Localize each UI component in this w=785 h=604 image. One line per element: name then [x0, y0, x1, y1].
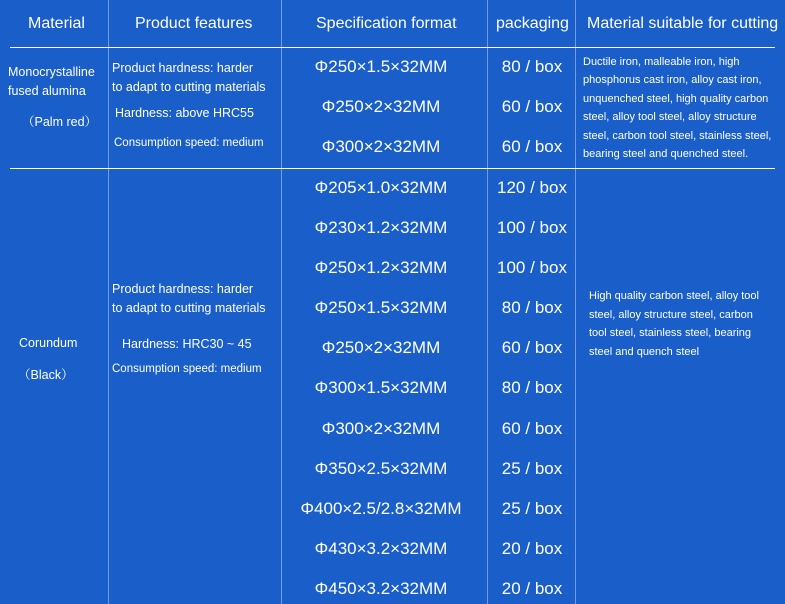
- header-product-features: Product features: [135, 15, 253, 32]
- text-line: steel, alloy tool steel, alloy structure: [583, 111, 757, 124]
- group-separator: [10, 168, 775, 169]
- packaging-value: 60 / box: [501, 419, 563, 438]
- text-line: Ductile iron, malleable iron, high: [583, 56, 740, 68]
- material-subname: （Palm red）: [22, 115, 98, 129]
- packaging-value: 80 / box: [501, 378, 563, 397]
- text-line: unquenched steel, high quality carbon: [583, 92, 769, 105]
- spec-value: Φ250×2×32MM: [321, 338, 441, 357]
- text-line: steel, alloy structure steel, carbon: [589, 308, 753, 321]
- material-subname: （Black）: [18, 368, 74, 382]
- header-material: Material: [28, 15, 85, 32]
- header-packaging: packaging: [496, 15, 569, 32]
- spec-value: Φ300×1.5×32MM: [314, 378, 448, 397]
- feature-text: Hardness: above HRC55: [115, 106, 254, 120]
- spec-value: Φ300×2×32MM: [321, 137, 441, 156]
- packaging-value: 25 / box: [501, 459, 563, 478]
- packaging-value: 80 / box: [501, 57, 563, 76]
- header-separator: [10, 47, 775, 48]
- suitable-materials-text: [583, 53, 771, 163]
- material-name-line: Corundum: [19, 336, 78, 350]
- text-line: tool steel, stainless steel, bearing: [589, 327, 752, 339]
- feature-text: to adapt to cutting materials: [112, 301, 266, 315]
- feature-text: to adapt to cutting materials: [112, 80, 266, 94]
- text-line: steel, carbon tool steel, stainless steel,: [583, 129, 772, 142]
- material-name-line: Monocrystalline: [8, 65, 95, 79]
- packaging-value: 100 / box: [497, 218, 567, 237]
- packaging-value: 25 / box: [501, 499, 563, 518]
- feature-text: Product hardness: harder: [112, 282, 254, 296]
- packaging-value: 60 / box: [501, 338, 563, 357]
- text-line: High quality carbon steel, alloy tool: [589, 290, 759, 302]
- feature-text: Product hardness: harder: [112, 61, 254, 75]
- packaging-value: 100 / box: [497, 258, 567, 277]
- column-divider: [108, 0, 109, 604]
- spec-value: Φ205×1.0×32MM: [314, 178, 448, 197]
- packaging-value: 120 / box: [497, 178, 567, 197]
- spec-value: Φ430×3.2×32MM: [314, 539, 448, 558]
- spec-value: Φ350×2.5×32MM: [314, 459, 448, 478]
- header-specification-format: Specification format: [316, 15, 457, 32]
- packaging-value: 60 / box: [501, 137, 563, 156]
- text-line: bearing steel and quenched steel.: [583, 148, 749, 161]
- spec-value: Φ450×3.2×32MM: [314, 579, 448, 598]
- spec-value: Φ250×1.5×32MM: [314, 298, 448, 317]
- packaging-value: 60 / box: [501, 97, 563, 116]
- header-material-suitable: Material suitable for cutting: [587, 15, 779, 32]
- spec-value: Φ250×1.2×32MM: [314, 258, 448, 277]
- spec-value: Φ400×2.5/2.8×32MM: [300, 499, 462, 518]
- packaging-value: 80 / box: [501, 298, 563, 317]
- spec-value: Φ300×2×32MM: [321, 419, 441, 438]
- feature-text: Consumption speed: medium: [112, 363, 262, 375]
- suitable-materials-text: [589, 287, 759, 361]
- text-line: steel and quench steel: [589, 345, 700, 358]
- material-name-line: fused alumina: [8, 84, 86, 98]
- packaging-value: 20 / box: [501, 539, 563, 558]
- feature-text: Consumption speed: medium: [114, 137, 264, 149]
- packaging-value: 20 / box: [501, 579, 563, 598]
- text-line: phosphorus cast iron, alloy cast iron,: [583, 74, 762, 87]
- spec-value: Φ250×1.5×32MM: [314, 57, 448, 76]
- spec-value: Φ230×1.2×32MM: [314, 218, 448, 237]
- feature-text: Hardness: HRC30 ~ 45: [122, 337, 252, 351]
- spec-value: Φ250×2×32MM: [321, 97, 441, 116]
